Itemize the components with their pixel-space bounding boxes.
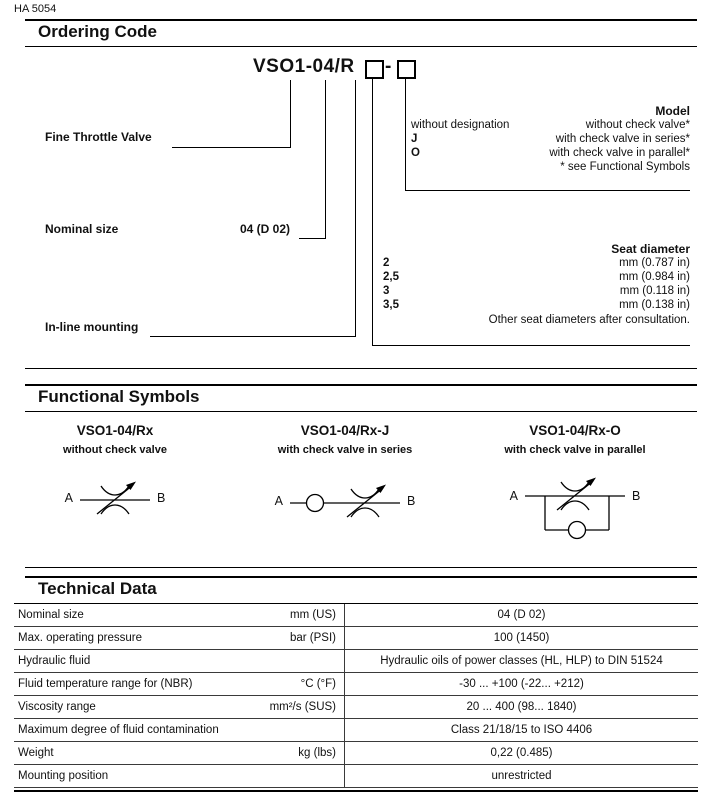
connector-line [325, 80, 326, 238]
section-rule-top [25, 576, 697, 578]
param-label: Viscosity range [18, 701, 96, 713]
param-label: Hydraulic fluid [18, 655, 91, 667]
model-option-code: O [411, 147, 420, 159]
fine-throttle-valve-label: Fine Throttle Valve [45, 130, 152, 144]
check-valve-parallel-throttle-symbol [525, 476, 625, 544]
seat-diameter-title: Seat diameter [611, 242, 690, 256]
ordering-code-title: Ordering Code [38, 22, 158, 41]
symbol1-caption: without check valve [63, 444, 167, 456]
ordering-code-string: VSO1-04/R [253, 56, 355, 77]
model-option [411, 132, 690, 146]
port-a-label: A [274, 494, 283, 508]
symbol3-caption: with check valve in parallel [504, 444, 646, 456]
port-b-label: B [407, 494, 416, 508]
technical-data-table [14, 604, 698, 788]
connector-line [172, 147, 291, 148]
connector-line [290, 80, 291, 147]
seat-diameter-codebox [365, 60, 384, 79]
section-rule-top [25, 19, 697, 21]
port-b-label: B [632, 489, 641, 503]
param-label: Nominal size [18, 609, 84, 621]
connector-line [150, 336, 356, 337]
param-label: Weight [18, 747, 54, 759]
param-value: 04 (D 02) [497, 609, 546, 621]
port-b-label: B [157, 491, 166, 505]
inline-mounting-label: In-line mounting [45, 320, 139, 334]
param-value: unrestricted [491, 770, 552, 782]
symbol2 [240, 481, 450, 521]
section-divider [25, 567, 697, 568]
model-option-code: J [411, 133, 418, 145]
symbol1 [15, 478, 215, 518]
section-divider [25, 368, 697, 369]
unit-label: mm²/s (SUS) [269, 701, 336, 713]
port-a-label: A [64, 491, 73, 505]
seat-option-code: 2,5 [383, 271, 399, 283]
connector-line [405, 190, 690, 191]
section-rule-bottom [25, 46, 697, 47]
model-option-code: without designation [411, 119, 510, 131]
seat-option-code: 3 [383, 285, 390, 297]
unit-label: bar (PSI) [289, 632, 336, 644]
param-value: -30 ... +100 (-22... +212) [459, 678, 584, 690]
table-row [14, 742, 698, 765]
table-row [14, 719, 698, 742]
param-value: Hydraulic oils of power classes (HL, HLP) to DIN 51524 [380, 655, 663, 667]
param-value: 100 (1450) [493, 632, 550, 644]
unit-label: mm (US) [290, 609, 336, 621]
symbol2-code: VSO1-04/Rx-J [300, 423, 390, 438]
seat-diameter-options [383, 256, 690, 312]
seat-option [383, 270, 690, 284]
functional-symbols-title: Functional Symbols [38, 387, 200, 406]
nominal-size-label: Nominal size [45, 222, 119, 236]
check-valve-circle [307, 495, 324, 512]
connector-line [405, 77, 406, 190]
model-codebox [397, 60, 416, 79]
check-valve-series-throttle-symbol [290, 481, 400, 521]
seat-option-code: 3,5 [383, 299, 399, 311]
param-value: 20 ... 400 (98... 1840) [466, 701, 577, 713]
table-row [14, 604, 698, 627]
section-rule-bottom [25, 411, 697, 412]
symbol3 [475, 476, 675, 544]
nominal-size-value: 04 (D 02) [240, 222, 291, 236]
technical-data-title: Technical Data [38, 579, 157, 598]
seat-footnote: Other seat diameters after consultation. [488, 314, 690, 326]
model-option [411, 146, 690, 160]
param-label: Mounting position [18, 770, 109, 782]
seat-option-code: 2 [383, 257, 390, 269]
unit-label: °C (°F) [300, 678, 336, 690]
connector-line [372, 77, 373, 345]
table-row [14, 627, 698, 650]
table-row [14, 650, 698, 673]
param-label: Max. operating pressure [18, 632, 143, 644]
symbol1-code: VSO1-04/Rx [76, 423, 154, 438]
codebox-separator: - [385, 56, 392, 77]
page-bottom-rule [14, 790, 698, 792]
connector-line [355, 80, 356, 336]
unit-label: kg (lbs) [298, 747, 336, 759]
model-footnote: * see Functional Symbols [560, 161, 690, 173]
model-block-title: Model [655, 104, 690, 118]
seat-option-desc: mm (0.787 in) [619, 257, 690, 269]
param-label: Fluid temperature range for (NBR) [18, 678, 193, 690]
model-option-desc: with check valve in parallel* [549, 147, 690, 159]
seat-option [383, 256, 690, 270]
model-option-desc: with check valve in series* [555, 133, 690, 145]
model-option [411, 118, 690, 132]
section-rule-top [25, 384, 697, 386]
seat-option-desc: mm (0.138 in) [619, 299, 690, 311]
doc-number: HA 5054 [14, 3, 57, 15]
throttle-valve-symbol [80, 478, 150, 518]
symbol2-caption: with check valve in series [277, 444, 413, 456]
seat-option-desc: mm (0.984 in) [619, 271, 690, 283]
table-row [14, 673, 698, 696]
seat-option [383, 284, 690, 298]
model-option-desc: without check valve* [585, 119, 690, 131]
table-row [14, 696, 698, 719]
symbol3-code: VSO1-04/Rx-O [529, 423, 621, 438]
port-a-label: A [509, 489, 518, 503]
check-valve-circle [569, 522, 586, 539]
param-value: Class 21/18/15 to ISO 4406 [450, 724, 593, 736]
seat-option [383, 298, 690, 312]
table-row [14, 765, 698, 788]
param-value: 0,22 (0.485) [490, 747, 553, 759]
seat-option-desc: mm (0.118 in) [619, 285, 690, 297]
connector-line [372, 345, 690, 346]
param-label: Maximum degree of fluid contamination [18, 724, 219, 736]
connector-line [299, 238, 326, 239]
model-options [411, 118, 690, 160]
